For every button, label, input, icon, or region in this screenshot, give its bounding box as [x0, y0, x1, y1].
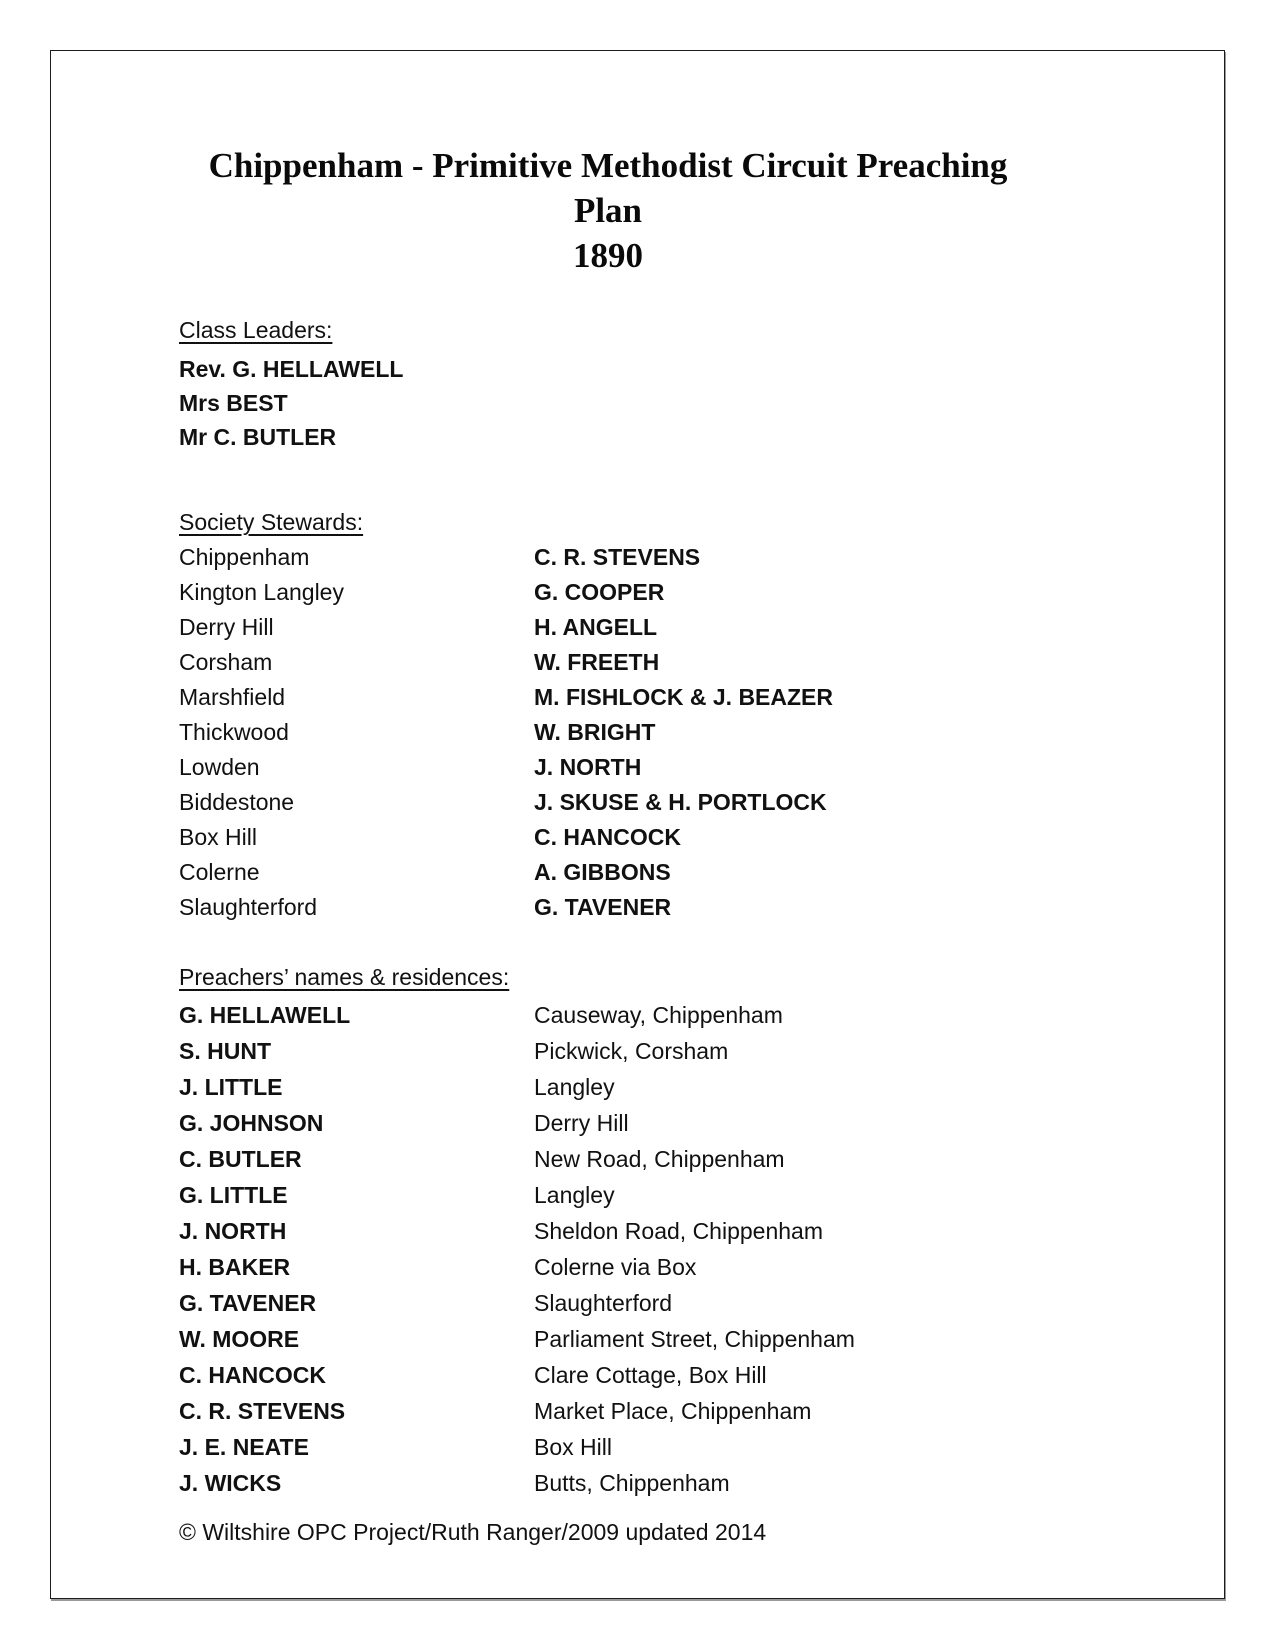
society-steward-row — [179, 645, 1079, 680]
society-steward-name: H. ANGELL — [534, 614, 658, 640]
society-place: Marshfield — [179, 684, 286, 710]
preacher-name: S. HUNT — [179, 1038, 271, 1064]
preacher-name: H. BAKER — [179, 1254, 291, 1280]
society-stewards-heading: Society Stewards: — [179, 509, 364, 535]
society-place: Corsham — [179, 649, 273, 675]
preacher-name: J. E. NEATE — [179, 1434, 309, 1460]
preacher-residence: Langley — [534, 1074, 615, 1100]
preacher-name: G. LITTLE — [179, 1182, 288, 1208]
society-steward-row — [179, 715, 1079, 750]
society-steward-row — [179, 750, 1079, 785]
class-leader-name: Mrs BEST — [179, 390, 288, 416]
preachers-heading: Preachers’ names & residences: — [179, 964, 510, 990]
preacher-name: C. R. STEVENS — [179, 1398, 346, 1424]
preacher-residence: Box Hill — [534, 1434, 612, 1460]
preacher-row — [179, 1249, 1079, 1285]
preacher-row — [179, 1213, 1079, 1249]
preacher-name: W. MOORE — [179, 1326, 300, 1352]
society-place: Biddestone — [179, 789, 295, 815]
class-leader-row — [179, 420, 1079, 454]
class-leaders-list — [179, 352, 1079, 454]
society-stewards-list — [179, 540, 1079, 925]
society-place: Colerne — [179, 859, 260, 885]
preacher-residence: Derry Hill — [534, 1110, 629, 1136]
society-steward-name: A. GIBBONS — [534, 859, 671, 885]
preacher-row — [179, 1069, 1079, 1105]
preacher-name: J. LITTLE — [179, 1074, 283, 1100]
preacher-row — [179, 1177, 1079, 1213]
class-leader-name: Mr C. BUTLER — [179, 424, 337, 450]
section-society-stewards — [179, 505, 1079, 925]
preacher-residence: Market Place, Chippenham — [534, 1398, 812, 1424]
preacher-row — [179, 1285, 1079, 1321]
section-preachers — [179, 960, 1079, 1501]
preacher-residence: Causeway, Chippenham — [534, 1002, 783, 1028]
preacher-row — [179, 1321, 1079, 1357]
society-steward-name: J. SKUSE & H. PORTLOCK — [534, 789, 827, 815]
society-steward-row — [179, 855, 1079, 890]
class-leaders-heading: Class Leaders: — [179, 317, 333, 343]
society-place: Chippenham — [179, 544, 310, 570]
preacher-name: J. NORTH — [179, 1218, 287, 1244]
society-place: Derry Hill — [179, 614, 274, 640]
society-steward-name: C. R. STEVENS — [534, 544, 701, 570]
preacher-name: J. WICKS — [179, 1470, 282, 1496]
preacher-residence: New Road, Chippenham — [534, 1146, 785, 1172]
society-steward-row — [179, 680, 1079, 715]
preacher-name: C. HANCOCK — [179, 1362, 326, 1388]
preacher-residence: Butts, Chippenham — [534, 1470, 730, 1496]
preacher-residence: Slaughterford — [534, 1290, 673, 1316]
preachers-list — [179, 997, 1079, 1501]
society-place: Thickwood — [179, 719, 289, 745]
society-steward-name: J. NORTH — [534, 754, 642, 780]
preacher-row — [179, 1105, 1079, 1141]
preacher-residence: Colerne via Box — [534, 1254, 697, 1280]
society-steward-name: C. HANCOCK — [534, 824, 681, 850]
preacher-residence: Sheldon Road, Chippenham — [534, 1218, 823, 1244]
preacher-name: G. JOHNSON — [179, 1110, 324, 1136]
copyright-footer: © Wiltshire OPC Project/Ruth Ranger/2009 updated 2014 — [179, 1519, 767, 1545]
preacher-row — [179, 997, 1079, 1033]
society-steward-row — [179, 540, 1079, 575]
preacher-row — [179, 1465, 1079, 1501]
society-steward-name: W. FREETH — [534, 649, 660, 675]
preacher-name: G. HELLAWELL — [179, 1002, 351, 1028]
society-steward-name: G. TAVENER — [534, 894, 672, 920]
preacher-residence: Clare Cottage, Box Hill — [534, 1362, 767, 1388]
preacher-residence: Pickwick, Corsham — [534, 1038, 729, 1064]
document-title-line1: Chippenham - Primitive Methodist Circuit Preaching Plan — [208, 146, 1008, 230]
society-steward-row — [179, 890, 1079, 925]
page-border — [50, 50, 1225, 1599]
society-steward-row — [179, 785, 1079, 820]
document-title-year: 1890 — [573, 236, 643, 275]
society-steward-row — [179, 610, 1079, 645]
preacher-residence: Langley — [534, 1182, 615, 1208]
society-steward-row — [179, 820, 1079, 855]
society-steward-name: G. COOPER — [534, 579, 665, 605]
preacher-name: C. BUTLER — [179, 1146, 302, 1172]
society-steward-row — [179, 575, 1079, 610]
society-place: Box Hill — [179, 824, 257, 850]
preacher-name: G. TAVENER — [179, 1290, 317, 1316]
class-leader-row — [179, 386, 1079, 420]
society-place: Kington Langley — [179, 579, 344, 605]
class-leader-name: Rev. G. HELLAWELL — [179, 356, 404, 382]
preacher-row — [179, 1429, 1079, 1465]
society-place: Slaughterford — [179, 894, 318, 920]
society-place: Lowden — [179, 754, 260, 780]
preacher-residence: Parliament Street, Chippenham — [534, 1326, 855, 1352]
preacher-row — [179, 1033, 1079, 1069]
class-leader-row — [179, 352, 1079, 386]
section-class-leaders — [179, 313, 1079, 454]
preacher-row — [179, 1141, 1079, 1177]
preacher-row — [179, 1393, 1079, 1429]
society-steward-name: M. FISHLOCK & J. BEAZER — [534, 684, 834, 710]
preacher-row — [179, 1357, 1079, 1393]
society-steward-name: W. BRIGHT — [534, 719, 656, 745]
document-title — [179, 143, 1037, 278]
